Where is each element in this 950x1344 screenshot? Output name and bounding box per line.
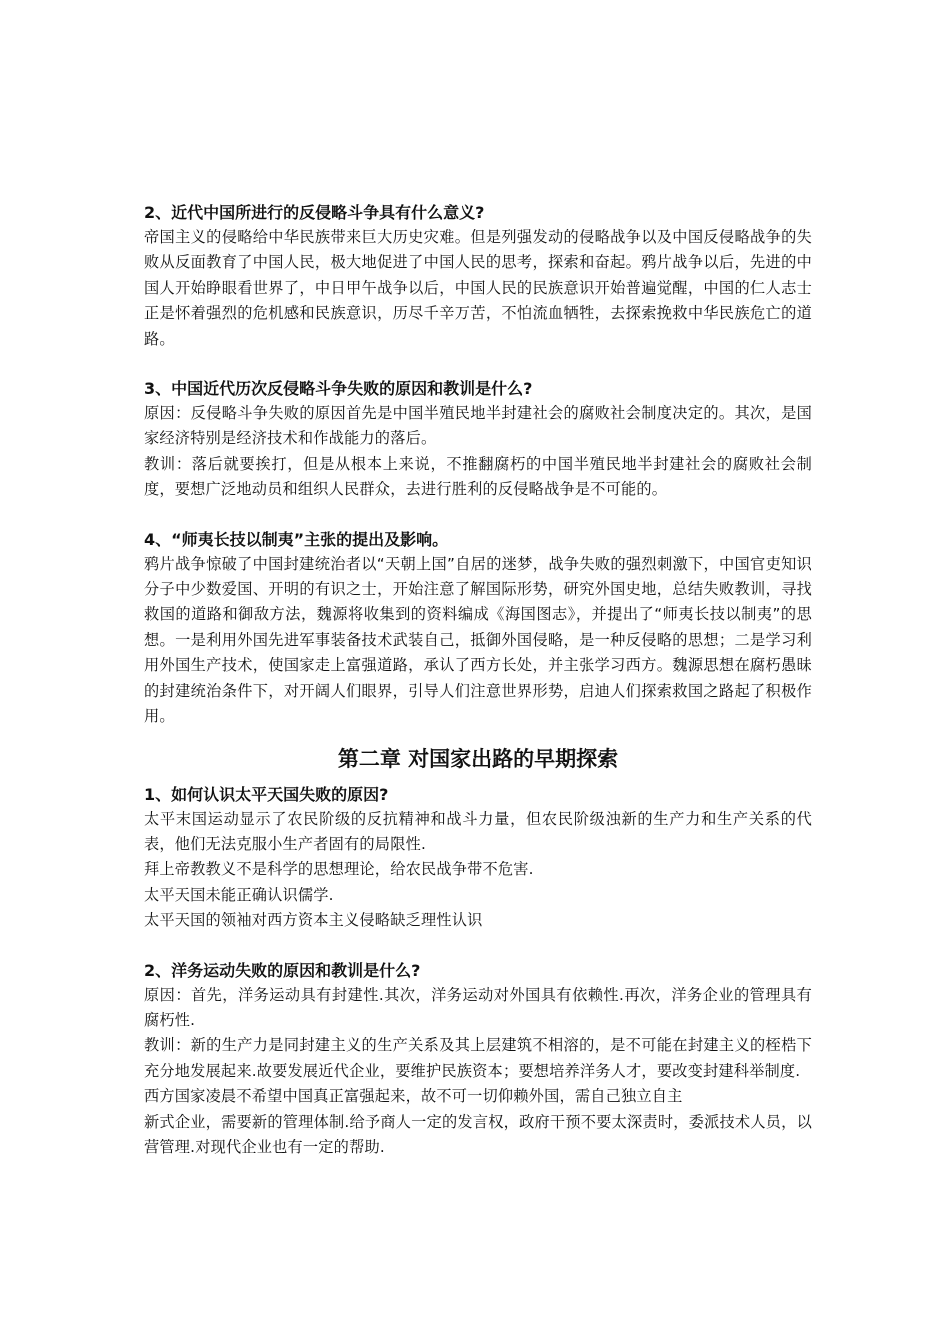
question-heading: 2、洋务运动失败的原因和教训是什么?	[144, 960, 421, 980]
answer-paragraph: 西方国家凌晨不希望中国真正富强起来，故不可一切仰赖外国，需自己独立自主	[144, 1087, 683, 1106]
answer-paragraph: 原因：首先，洋务运动具有封建性.其次，洋务运动对外国具有依赖性.再次，洋务企业的管理具有腐朽性.	[144, 985, 812, 1029]
chapter-section-q1	[144, 782, 812, 934]
page-content	[144, 200, 812, 1160]
answer-paragraph: 教训：落后就要挨打，但是从根本上来说，不推翻腐朽的中国半殖民地半封建社会的腐败社会制度，要想广泛地动员和组织人民群众，去进行胜利的反侵略战争是不可能的。	[144, 454, 812, 499]
question-heading: 3、中国近代历次反侵略斗争失败的原因和教训是什么?	[144, 379, 533, 399]
question-heading: 1、如何认识太平天国失败的原因?	[144, 784, 389, 804]
section-q3	[144, 376, 812, 503]
section-q4	[144, 527, 812, 730]
answer-paragraph: 太平天国的领袖对西方资本主义侵略缺乏理性认识	[144, 911, 483, 930]
answer-paragraph: 太平天国未能正确认识儒学.	[144, 885, 334, 904]
answer-paragraph: 太平末国运动显示了农民阶级的反抗精神和战斗力量，但农民阶级浊新的生产力和生产关系的代表，他们无法克服小生产者固有的局限性.	[144, 809, 812, 853]
answer-paragraph: 原因：反侵略斗争失败的原因首先是中国半殖民地半封建社会的腐败社会制度决定的。其次，是国家经济特别是经济技术和作战能力的落后。	[144, 404, 812, 448]
answer-paragraph: 帝国主义的侵略给中华民族带来巨大历史灾难。但是列强发动的侵略战争以及中国反侵略战争的失败从反面教育了中国人民，极大地促进了中国人民的思考，探索和奋起。鸦片战争以后，先进的中国人开始睁眼看世界了，中日甲午战争以后，中国人民的民族意识开始普遍觉醒，中国的仁人志士正是怀着强烈的危机感和民族意识，历尽千辛万苦，不怕流血牺牲，去探索挽救中华民族危亡的道路。	[144, 228, 812, 348]
chapter-title: 第二章 对国家出路的早期探索	[337, 746, 619, 771]
question-heading: 4、“师夷长技以制夷”主张的提出及影响。	[144, 529, 449, 549]
answer-paragraph: 新式企业，需要新的管理体制.给予商人一定的发言权，政府干预不要太深责时，委派技术人员，以营管理.对现代企业也有一定的帮助.	[144, 1112, 812, 1156]
section-q2	[144, 200, 812, 352]
answer-paragraph: 拜上帝教教义不是科学的思想理论，给农民战争带不危害.	[144, 860, 534, 879]
answer-paragraph: 鸦片战争惊破了中国封建统治者以“天朝上国”自居的迷梦，战争失败的强烈刺激下，中国官吏知识分子中少数爱国、开明的有识之士，开始注意了解国际形势，研究外国史地，总结失败教训，寻找救国的道路和御敌方法，魏源将收集到的资料编成《海国图志》，并提出了“师夷长技以制夷”的思想。一是利用外国先进军事装备技术武装自己，抵御外国侵略，是一种反侵略的思想；二是学习利用外国生产技术，使国家走上富强道路，承认了西方长处，并主张学习西方。魏源思想在腐朽愚昧的封建统治条件下，对开阔人们眼界，引导人们注意世界形势，启迪人们探索救国之路起了积极作用。	[144, 554, 812, 726]
chapter-section-q2	[144, 958, 812, 1161]
question-heading: 2、近代中国所进行的反侵略斗争具有什么意义?	[144, 203, 485, 222]
answer-paragraph: 教训：新的生产力是同封建主义的生产关系及其上层建筑不相溶的，是不可能在封建主义的桎梏下充分地发展起来.故要发展近代企业，要维护民族资本；要想培养洋务人才，要改变封建科举制度.	[144, 1036, 812, 1080]
